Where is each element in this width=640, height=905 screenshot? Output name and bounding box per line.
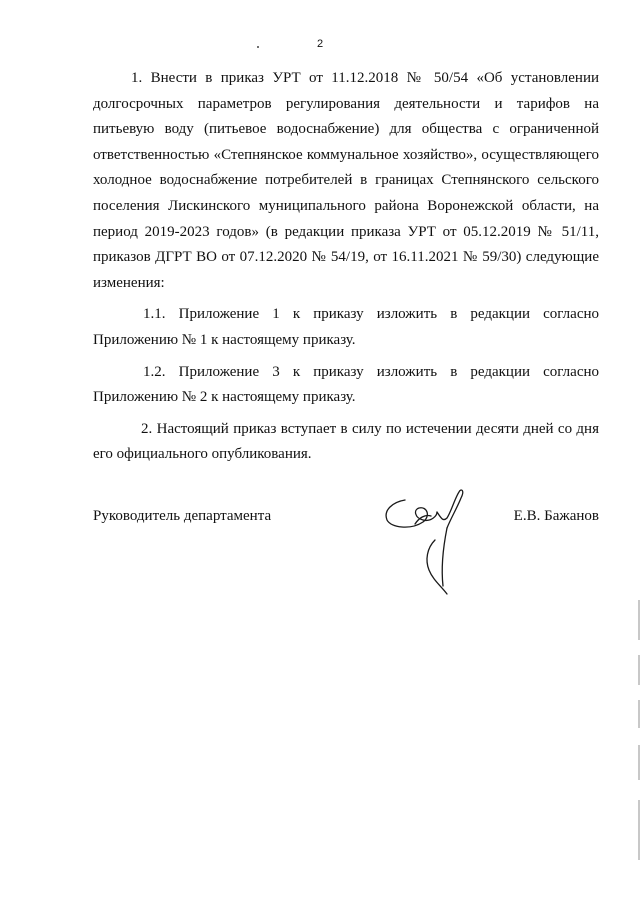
paragraph-appendix-1: 1.1. Приложение 1 к приказу изложить в редакции согласно Приложению № 1 к настоящему приказу. — [93, 306, 599, 348]
paragraph-effective-date: 2. Настоящий приказ вступает в силу по истечении десяти дней со дня его официального опубликования. — [93, 420, 599, 463]
scan-speck — [257, 46, 259, 48]
paragraph-amend-order: 1. Внести в приказ УРТ от 11.12.2018 № 50/54 «Об установлении долгосрочных параметров регулирования деятельности и тарифов на питьевую воду (питьевое водоснабжение) для общества с ограниченной ответственностью «Степнянское коммунальное хозяйство», осуществляющего холодное водоснабжение потребителей в границах Степнянского сельского поселения Лискинского муниципального района Воронежской области, на период 2019-2023 годов» (в редакции приказа УРТ от 05.12.2019 № 51/11, приказов ДГРТ ВО от 07.12.2020 № 54/19, от 16.11.2021 № 59/30) следующие изменения: — [93, 70, 599, 291]
signer-name: Е.В. Бажанов — [513, 508, 599, 524]
document-body — [93, 66, 599, 468]
signer-title: Руководитель департамента — [93, 508, 272, 524]
page-number: 2 — [316, 38, 324, 50]
signature-block — [93, 508, 599, 538]
paragraph-appendix-3: 1.2. Приложение 3 к приказу изложить в редакции согласно Приложению № 2 к настоящему приказу. — [93, 363, 599, 406]
handwritten-signature — [375, 478, 485, 608]
